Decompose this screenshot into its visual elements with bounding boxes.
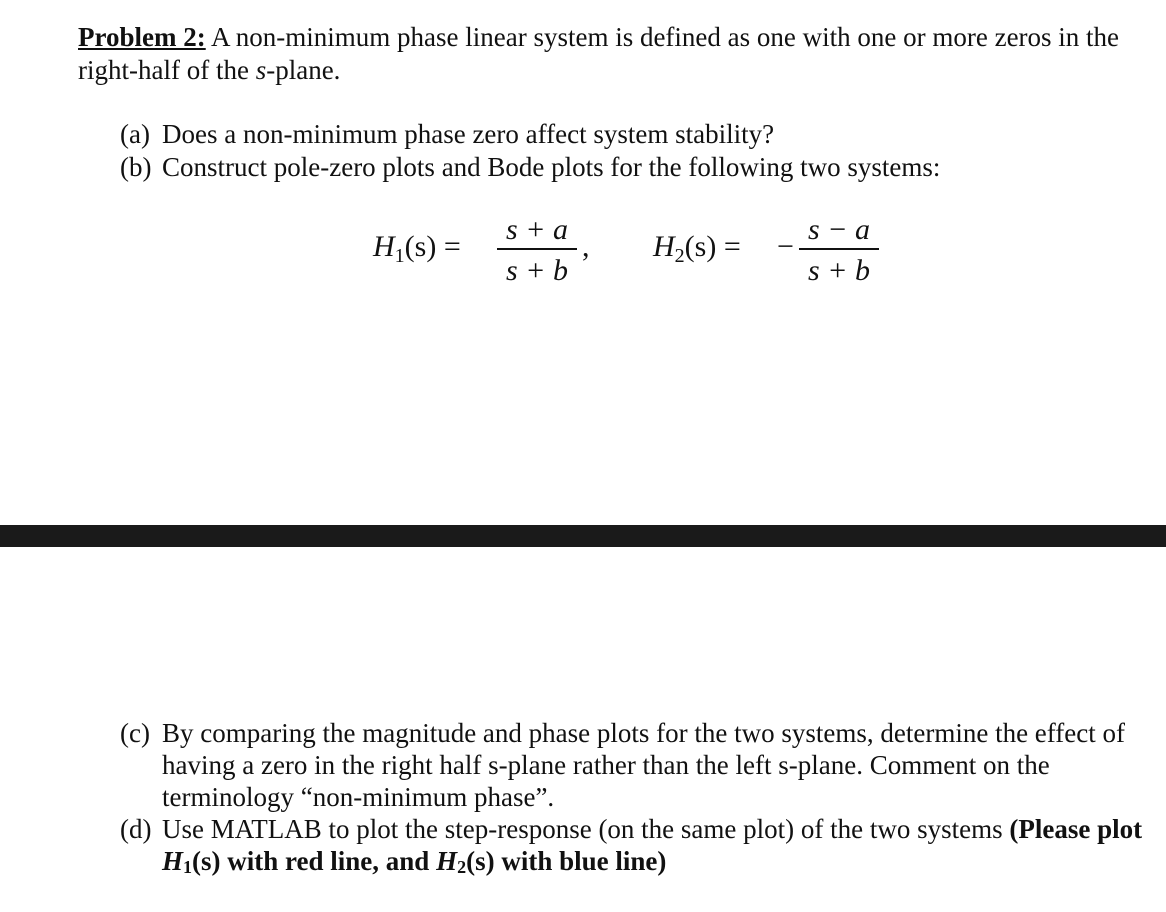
part-c-text: By comparing the magnitude and phase plots for the two systems, determine the effect of having a zero in the right half s-plane rather than the left s-plane. Comment on the terminology “non-minimum phase”. [162,718,1125,812]
equation-h1-numerator: s + a [506,213,568,246]
part-d-body: Use MATLAB to plot the step-response (on the same plot) of the two systems (Please plot H1(s) with red line, and H2(s) with blue line) [162,814,1143,877]
part-d-text: Use MATLAB to plot the step-response (on the same plot) of the two systems [162,814,1010,844]
problem-intro-text: A non-minimum phase linear system is defined as one with one or more zeros in the right-half of the [78,22,1120,85]
equation-h1-comma: , [582,230,590,263]
part-b-tag: (b) [120,152,152,182]
part-d [120,813,1166,880]
problem-intro-suffix: -plane. [266,55,341,85]
part-d-tag: (d) [120,814,152,844]
equation-h1-lhs: $H_1(s)$ = [373,230,461,267]
part-c-tag: (c) [120,718,150,748]
part-a [120,118,1160,150]
equation-h2-lhs: $H_2(s)$ = [653,230,741,267]
problem-label: Problem 2: [78,22,206,52]
equation-h1-denominator: s + b [506,254,568,287]
equation-h2-numerator: s − a [808,213,870,246]
equation-h2-sign: − [777,230,794,263]
part-a-tag: (a) [120,119,150,149]
part-a-text: Does a non-minimum phase zero affect system stability? [162,119,775,149]
part-b [120,151,1160,183]
page-divider [0,525,1166,547]
part-c [120,717,1166,813]
problem-intro-variable: s [255,55,267,85]
equation-h2-fraction [797,212,881,288]
problem-statement [78,21,1166,87]
equation-h2-denominator: s + b [808,254,870,287]
part-b-text: Construct pole-zero plots and Bode plots for the following two systems: [162,152,941,182]
equation-h1-fraction [495,212,579,288]
